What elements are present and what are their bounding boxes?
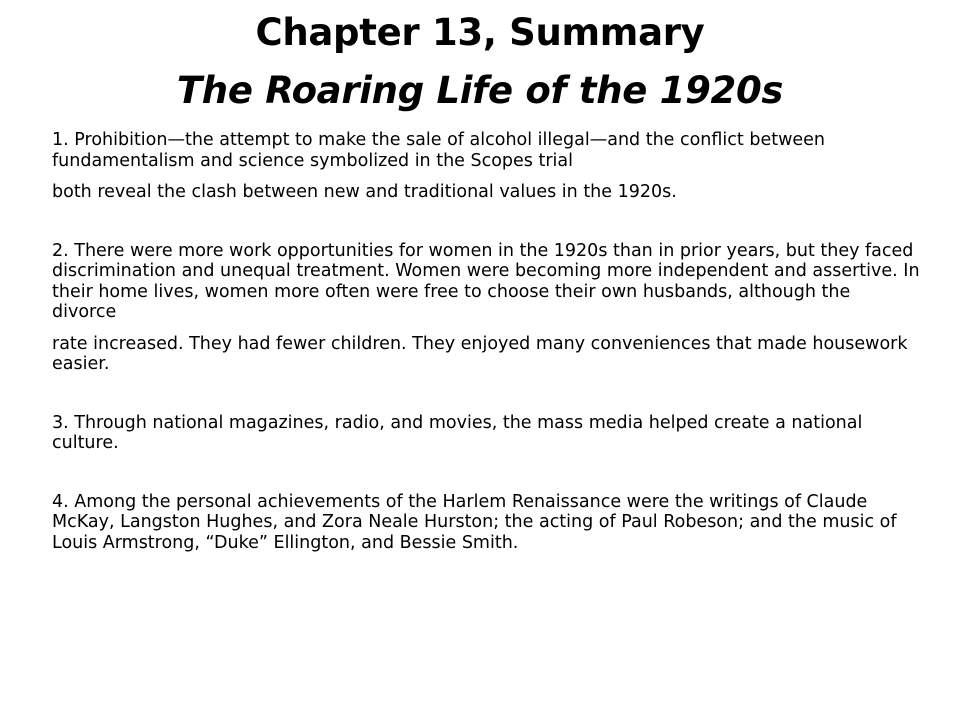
slide-body	[52, 130, 920, 553]
paragraph-2: 2. There were more work opportunities for women in the 1920s than in prior years, but they faced discrimination and unequal treatment. Women were becoming more independent and assertive. In their home lives, women more often were free to choose their own husbands, although the divorce	[52, 240, 920, 322]
paragraph-1-continued: both reveal the clash between new and traditional values in the 1920s.	[52, 182, 677, 202]
paragraph-3: 3. Through national magazines, radio, and movies, the mass media helped create a national culture.	[52, 412, 863, 453]
paragraph-2-continued: rate increased. They had fewer children. They enjoyed many conveniences that made housework easier.	[52, 333, 908, 374]
paragraph-4: 4. Among the personal achievements of the Harlem Renaissance were the writings of Claude McKay, Langston Hughes, and Zora Neale Hurston; the acting of Paul Robeson; and the music of Louis Armstrong, “Duke” Ellington, and Bessie Smith.	[52, 491, 897, 553]
paragraph-1: 1. Prohibition—the attempt to make the sale of alcohol illegal—and the conflict between fundamentalism and science symbolized in the Scopes trial	[52, 130, 826, 171]
slide-title-block	[0, 4, 960, 120]
slide-title: Chapter 13, Summary	[255, 11, 705, 54]
slide-subtitle: The Roaring Life of the 1920s	[176, 69, 784, 112]
